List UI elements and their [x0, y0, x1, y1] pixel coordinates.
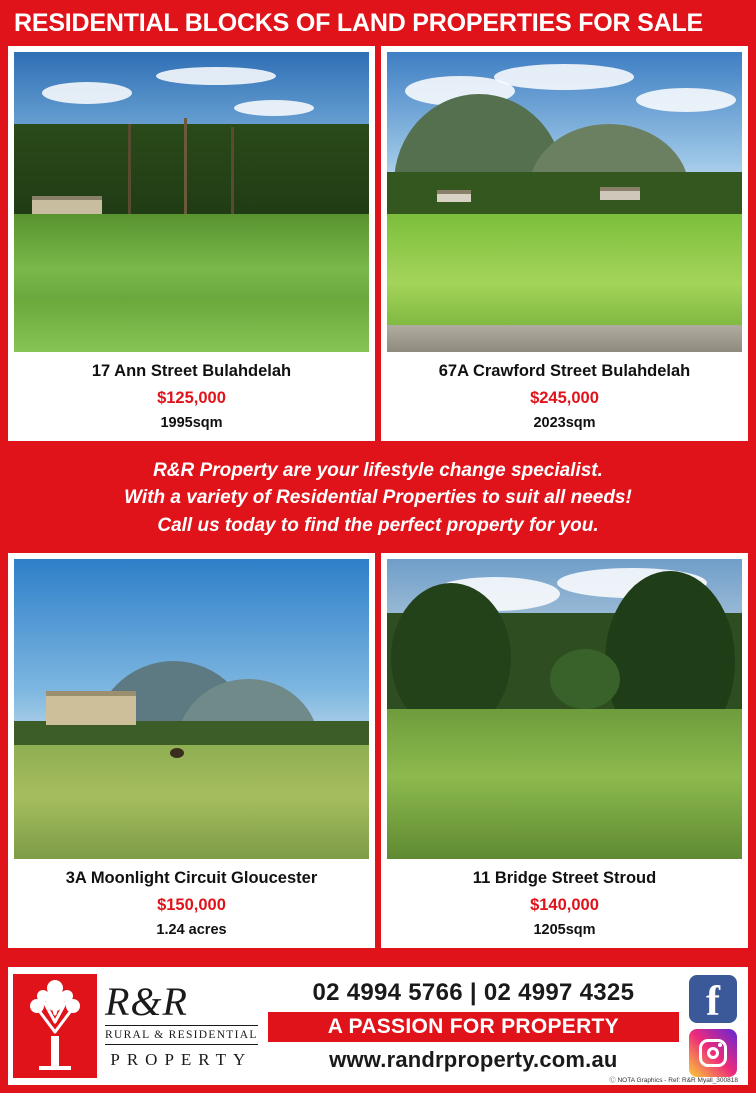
logo-subtitle: RURAL & RESIDENTIAL — [105, 1025, 258, 1045]
listing-price: $125,000 — [157, 388, 226, 407]
listing-address: 3A Moonlight Circuit Gloucester — [65, 869, 318, 888]
tree-icon — [13, 974, 97, 1078]
listing-photo-ann-street — [14, 52, 369, 352]
listing-card[interactable] — [8, 46, 375, 441]
tagline-banner: A PASSION FOR PROPERTY — [268, 1012, 679, 1042]
listing-card[interactable] — [381, 46, 748, 441]
logo-monogram: R&R — [105, 979, 188, 1024]
listing-size: 1.24 acres — [156, 921, 227, 938]
listing-caption — [14, 352, 369, 431]
promo-line-2: With a variety of Residential Properties to suit all needs! — [124, 487, 632, 509]
credit-line: Ⓒ NOTA Graphics - Ref: R&R Myall_300818 — [609, 1077, 738, 1084]
listing-price: $245,000 — [530, 388, 599, 407]
listing-size: 1205sqm — [533, 921, 596, 938]
promo-line-1: R&R Property are your lifestyle change specialist. — [153, 459, 603, 481]
page-title: RESIDENTIAL BLOCKS OF LAND PROPERTIES FOR SALE — [14, 8, 703, 37]
listing-caption — [387, 352, 742, 431]
listing-grid-top — [0, 46, 756, 441]
logo-wordmark — [105, 979, 258, 1070]
listing-size: 2023sqm — [533, 414, 596, 431]
listing-photo-crawford-street — [387, 52, 742, 352]
instagram-icon[interactable] — [689, 1029, 737, 1077]
listing-photo-moonlight-circuit — [14, 559, 369, 859]
logo-word: PROPERTY — [110, 1050, 253, 1069]
listing-address: 17 Ann Street Bulahdelah — [91, 362, 292, 380]
listing-address: 11 Bridge Street Stroud — [472, 869, 657, 888]
facebook-glyph: f — [706, 979, 720, 1026]
footer-bar — [8, 967, 748, 1085]
instagram-glyph — [699, 1039, 727, 1067]
listing-price: $140,000 — [530, 895, 599, 914]
listing-card[interactable] — [381, 553, 748, 948]
listing-grid-bottom — [0, 553, 756, 948]
listing-card[interactable] — [8, 553, 375, 948]
header-bar — [0, 0, 756, 46]
website-url[interactable]: www.randrproperty.com.au — [329, 1047, 618, 1072]
social-links — [689, 972, 743, 1080]
listing-photo-bridge-street — [387, 559, 742, 859]
listing-caption — [14, 859, 369, 938]
company-logo[interactable] — [13, 972, 258, 1080]
listing-caption — [387, 859, 742, 938]
promo-banner — [0, 441, 756, 554]
listing-address: 67A Crawford Street Bulahdelah — [438, 362, 691, 380]
promo-line-3: Call us today to find the perfect property for you. — [157, 514, 599, 536]
listing-size: 1995sqm — [160, 414, 223, 431]
contact-block — [264, 972, 683, 1080]
phone-numbers[interactable]: 02 4994 5766 | 02 4997 4325 — [312, 979, 635, 1006]
listing-price: $150,000 — [157, 895, 226, 914]
facebook-icon[interactable] — [689, 975, 737, 1026]
